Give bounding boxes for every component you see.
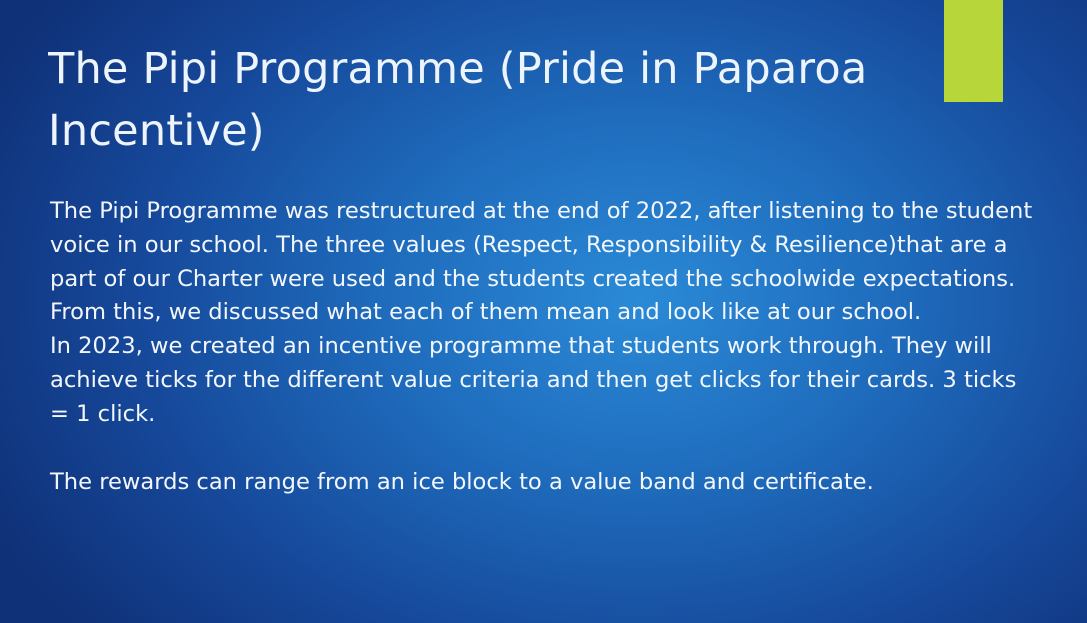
slide-title-line-2: Incentive) (48, 106, 265, 156)
paragraph-restructure: The Pipi Programme was restructured at the end of 2022, after listening to the student voice in our school. The three values (Respect, Responsibility & Resilience)that are a part of our Charter were used and the students created the schoolwide expectations. (50, 198, 1033, 292)
paragraph-rewards: The rewards can range from an ice block to a value band and certificate. (50, 468, 874, 495)
slide-title (48, 38, 1038, 162)
paragraph-discussion: From this, we discussed what each of them mean and look like at our school. (50, 299, 922, 326)
slide-body (50, 195, 1040, 499)
slide-title-line-1: The Pipi Programme (Pride in Paparoa (48, 44, 868, 94)
paragraph-incentive: In 2023, we created an incentive programme that students work through. They will achieve ticks for the different value criteria and then get clicks for their cards. 3 ticks = 1 click. (50, 333, 1017, 427)
